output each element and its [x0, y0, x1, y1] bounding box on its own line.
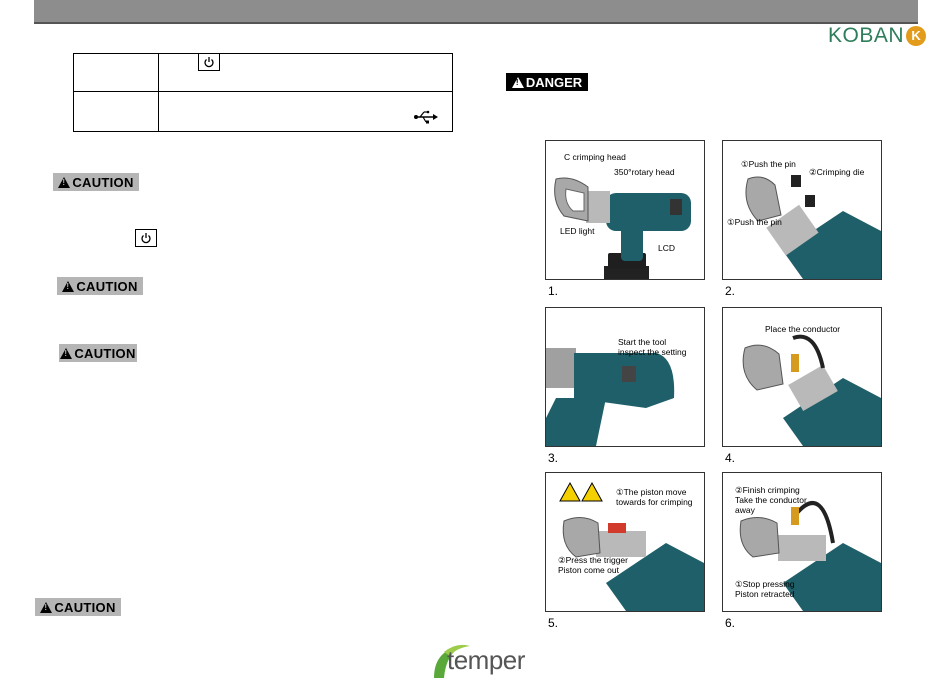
step-4-image	[722, 307, 882, 447]
step-caption: 6.	[725, 616, 736, 630]
step-caption: 1.	[548, 284, 559, 298]
step-6-image	[722, 472, 882, 612]
annotation-label: ②Crimping die	[809, 167, 865, 177]
power-icon	[198, 53, 220, 71]
annotation-label: Take the conductor	[735, 495, 807, 505]
caution-badge: ! CAUTION	[59, 344, 137, 362]
annotation-label: ①Push the pin	[741, 159, 796, 169]
annotation-label: inspect the setting	[618, 347, 687, 357]
step-1-image	[545, 140, 705, 280]
annotation-label: ①Push the pin	[727, 217, 782, 227]
spec-table	[73, 53, 453, 132]
annotation-label: ①The piston move	[616, 487, 687, 497]
annotation-label: C crimping head	[564, 152, 626, 162]
warning-triangle-icon	[62, 281, 74, 292]
caution-badge: ! CAUTION	[57, 277, 143, 295]
annotation-label: Piston come out	[558, 565, 619, 575]
footer-brand-text: temper	[447, 645, 525, 675]
annotation-label: ②Press the trigger	[558, 555, 628, 565]
spec-cell	[74, 54, 159, 92]
warning-triangle-icon	[512, 77, 524, 88]
annotation-label: LED light	[560, 226, 595, 236]
step-caption: 2.	[725, 284, 736, 298]
step-3-image	[545, 307, 705, 447]
annotation-label: LCD	[658, 243, 676, 253]
header-bar	[34, 0, 918, 24]
spec-cell	[74, 92, 159, 132]
annotation-label: ①Stop pressing	[735, 579, 795, 589]
step-caption: 5.	[548, 616, 559, 630]
annotation-label: ②Finish crimping	[735, 485, 800, 495]
step-caption: 3.	[548, 451, 559, 465]
step-2-image	[722, 140, 882, 280]
annotation-label: towards for crimping	[616, 497, 693, 507]
caution-badge: ! CAUTION	[53, 173, 139, 191]
logo-mark-icon: K	[906, 26, 926, 46]
annotation-label: 350°rotary head	[614, 167, 675, 177]
usb-icon	[413, 110, 439, 124]
logo-text: KOBAN	[828, 24, 905, 47]
warning-triangle-icon	[58, 177, 70, 188]
spec-cell	[159, 92, 453, 132]
annotation-label: away	[735, 505, 755, 515]
crimping-tool-illustration	[546, 308, 704, 446]
warning-triangle-icon	[40, 602, 52, 613]
caution-badge: ! CAUTION	[35, 598, 121, 616]
step-caption: 4.	[725, 451, 736, 465]
annotation-label: Piston retracted	[735, 589, 795, 599]
annotation-label: Start the tool	[618, 337, 667, 347]
danger-badge: ! DANGER	[506, 73, 588, 91]
koban-logo	[828, 23, 926, 49]
annotation-label: Place the conductor	[765, 324, 841, 334]
power-icon	[135, 229, 157, 247]
step-5-image	[545, 472, 705, 612]
warning-triangle-icon	[60, 348, 72, 359]
